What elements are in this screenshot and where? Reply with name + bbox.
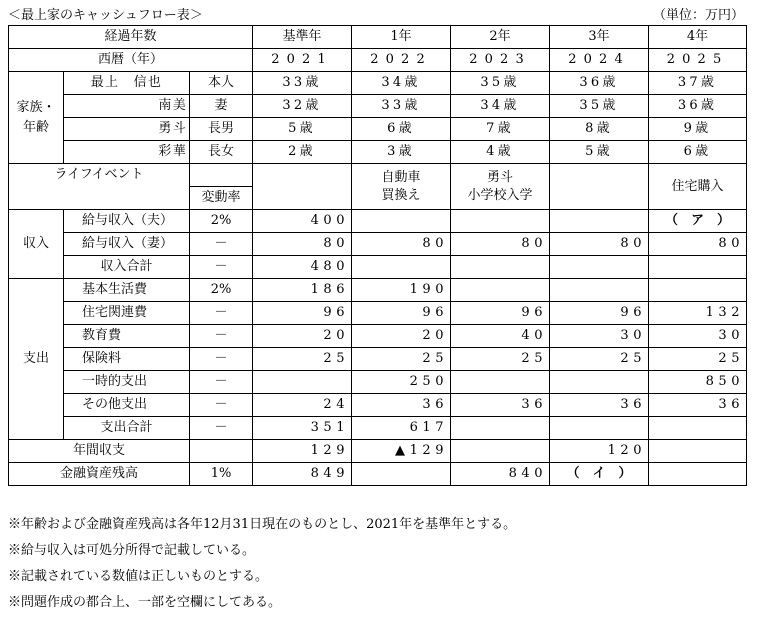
age-cell: 7歳: [451, 118, 550, 141]
value-cell: [649, 463, 747, 486]
value-cell: [649, 440, 747, 463]
footnote: ※給与収入は可処分所得で記載している。: [8, 543, 256, 558]
column-header: 1年: [352, 26, 451, 49]
age-cell: 35歳: [451, 72, 550, 95]
value-cell: 96: [451, 302, 550, 325]
value-cell: [649, 279, 747, 302]
member-name: 南美: [64, 95, 190, 118]
family-group-label: 家族・ 年齢: [9, 72, 64, 164]
rate-cell: －: [190, 233, 253, 256]
assets-label: 金融資産残高: [9, 463, 190, 486]
footnote: ※記載されている数値は正しいものとする。: [8, 569, 269, 584]
footnote: ※問題作成の都合上、一部を空欄にしてある。: [8, 595, 282, 610]
value-cell: 190: [352, 279, 451, 302]
rate-cell: 1%: [190, 463, 253, 486]
value-cell: 80: [550, 233, 649, 256]
income-item-label: 給与収入（夫）: [64, 210, 190, 233]
age-cell: 5歳: [550, 141, 649, 164]
age-cell: 34歳: [451, 95, 550, 118]
value-cell: [649, 417, 747, 440]
expense-total-row: [9, 417, 747, 440]
life-event-spacer: [9, 187, 190, 210]
age-cell: 32歳: [253, 95, 352, 118]
expense-row: [9, 371, 747, 394]
value-cell: [451, 371, 550, 394]
value-cell: 96: [253, 302, 352, 325]
year-cell: 2022: [352, 49, 451, 72]
income-row: [9, 233, 747, 256]
age-cell: 6歳: [352, 118, 451, 141]
rate-header: 変動率: [190, 187, 253, 210]
expense-item-label: 住宅関連費: [64, 302, 190, 325]
value-cell: 351: [253, 417, 352, 440]
rate-cell: 2%: [190, 210, 253, 233]
expense-row: [9, 348, 747, 371]
expense-row: [9, 302, 747, 325]
value-cell: 849: [253, 463, 352, 486]
elapsed-years-label: 経過年数: [9, 26, 253, 49]
annual-balance-row: [9, 440, 747, 463]
family-row: [9, 118, 747, 141]
annual-balance-label: 年間収支: [9, 440, 190, 463]
value-cell: 36: [649, 394, 747, 417]
age-cell: 33歳: [253, 72, 352, 95]
member-relation: 長男: [190, 118, 253, 141]
value-cell: [451, 279, 550, 302]
value-cell: [352, 256, 451, 279]
rate-cell: －: [190, 256, 253, 279]
column-header: 2年: [451, 26, 550, 49]
value-cell: 120: [550, 440, 649, 463]
rate-header-spacer: [190, 164, 253, 187]
value-cell: 36: [451, 394, 550, 417]
rate-cell: －: [190, 394, 253, 417]
value-cell: 617: [352, 417, 451, 440]
expense-group-label: 支出: [9, 279, 64, 440]
income-item-label: 給与収入（妻）: [64, 233, 190, 256]
rate-cell: 2%: [190, 279, 253, 302]
income-row: [9, 210, 747, 233]
value-cell: 129: [253, 440, 352, 463]
value-cell: 25: [451, 348, 550, 371]
value-cell: [451, 440, 550, 463]
income-group-label: 収入: [9, 210, 64, 279]
assets-row: [9, 463, 747, 486]
value-cell: 36: [352, 394, 451, 417]
year-label: 西暦（年）: [9, 49, 253, 72]
footnote: ※年齢および金融資産残高は各年12月31日現在のものとし、2021年を基準年とする。: [8, 517, 517, 532]
value-cell: 36: [550, 394, 649, 417]
value-cell: 96: [352, 302, 451, 325]
value-cell: 132: [649, 302, 747, 325]
member-name: 勇斗: [64, 118, 190, 141]
value-cell: [352, 463, 451, 486]
value-cell: 80: [352, 233, 451, 256]
value-cell: 400: [253, 210, 352, 233]
member-relation: 妻: [190, 95, 253, 118]
value-cell: 80: [253, 233, 352, 256]
value-cell: 30: [550, 325, 649, 348]
year-cell: 2023: [451, 49, 550, 72]
expense-item-label: 基本生活費: [64, 279, 190, 302]
age-cell: 4歳: [451, 141, 550, 164]
value-cell: 25: [352, 348, 451, 371]
age-cell: 34歳: [352, 72, 451, 95]
family-row: [9, 72, 747, 95]
value-cell: 96: [550, 302, 649, 325]
column-header: 基準年: [253, 26, 352, 49]
rate-cell: －: [190, 302, 253, 325]
value-cell: [649, 256, 747, 279]
income-total-label: 収入合計: [64, 256, 190, 279]
cash-flow-table: [8, 25, 747, 486]
life-event-label: ライフイベント: [9, 164, 190, 187]
age-cell: 9歳: [649, 118, 747, 141]
rate-cell: －: [190, 417, 253, 440]
value-cell: 250: [352, 371, 451, 394]
life-event-cell: 勇斗 小学校入学: [451, 164, 550, 210]
value-cell: 25: [253, 348, 352, 371]
rate-cell: －: [190, 371, 253, 394]
value-cell: [451, 210, 550, 233]
value-cell: 80: [649, 233, 747, 256]
value-cell: [253, 371, 352, 394]
age-cell: 8歳: [550, 118, 649, 141]
value-cell: 480: [253, 256, 352, 279]
footnotes: [8, 512, 516, 616]
value-cell: [550, 256, 649, 279]
age-cell: 37歳: [649, 72, 747, 95]
year-cell: 2025: [649, 49, 747, 72]
family-row: [9, 141, 747, 164]
year-cell: 2021: [253, 49, 352, 72]
rate-cell: －: [190, 348, 253, 371]
member-name: 彩華: [64, 141, 190, 164]
value-cell: [550, 210, 649, 233]
expense-row: [9, 279, 747, 302]
header-row-elapsed: [9, 26, 747, 49]
life-event-row: [9, 164, 747, 187]
member-relation: 本人: [190, 72, 253, 95]
blank-a-cell: （ ア ）: [649, 210, 747, 233]
column-header: 4年: [649, 26, 747, 49]
value-cell: 30: [649, 325, 747, 348]
life-event-cell: 自動車 買換え: [352, 164, 451, 210]
value-cell: 20: [253, 325, 352, 348]
value-cell: [550, 279, 649, 302]
header-row-year: [9, 49, 747, 72]
expense-total-label: 支出合計: [64, 417, 190, 440]
income-total-row: [9, 256, 747, 279]
value-cell: 850: [649, 371, 747, 394]
value-cell: 40: [451, 325, 550, 348]
age-cell: 6歳: [649, 141, 747, 164]
value-cell: 80: [451, 233, 550, 256]
value-cell: 186: [253, 279, 352, 302]
value-cell: 25: [649, 348, 747, 371]
expense-item-label: 保険料: [64, 348, 190, 371]
year-cell: 2024: [550, 49, 649, 72]
unit-label: （単位：万円）: [652, 8, 744, 23]
expense-item-label: 一時的支出: [64, 371, 190, 394]
value-cell: [451, 256, 550, 279]
expense-row: [9, 325, 747, 348]
blank-i-cell: （ イ ）: [550, 463, 649, 486]
table-caption: ＜最上家のキャッシュフロー表＞: [8, 8, 203, 23]
age-cell: 33歳: [352, 95, 451, 118]
value-cell: 25: [550, 348, 649, 371]
column-header: 3年: [550, 26, 649, 49]
value-cell: 20: [352, 325, 451, 348]
expense-row: [9, 394, 747, 417]
rate-cell: [190, 440, 253, 463]
member-name: 最上 信也: [64, 72, 190, 95]
age-cell: 2歳: [253, 141, 352, 164]
expense-item-label: その他支出: [64, 394, 190, 417]
value-cell: ▲129: [352, 440, 451, 463]
value-cell: [451, 417, 550, 440]
life-event-cell: [253, 164, 352, 210]
family-row: [9, 95, 747, 118]
value-cell: 840: [451, 463, 550, 486]
age-cell: 5歳: [253, 118, 352, 141]
value-cell: [550, 417, 649, 440]
value-cell: [550, 371, 649, 394]
expense-item-label: 教育費: [64, 325, 190, 348]
age-cell: 35歳: [550, 95, 649, 118]
member-relation: 長女: [190, 141, 253, 164]
life-event-cell: 住宅購入: [649, 164, 747, 210]
rate-cell: －: [190, 325, 253, 348]
value-cell: 24: [253, 394, 352, 417]
life-event-cell: [550, 164, 649, 210]
value-cell: [352, 210, 451, 233]
age-cell: 36歳: [550, 72, 649, 95]
age-cell: 36歳: [649, 95, 747, 118]
age-cell: 3歳: [352, 141, 451, 164]
